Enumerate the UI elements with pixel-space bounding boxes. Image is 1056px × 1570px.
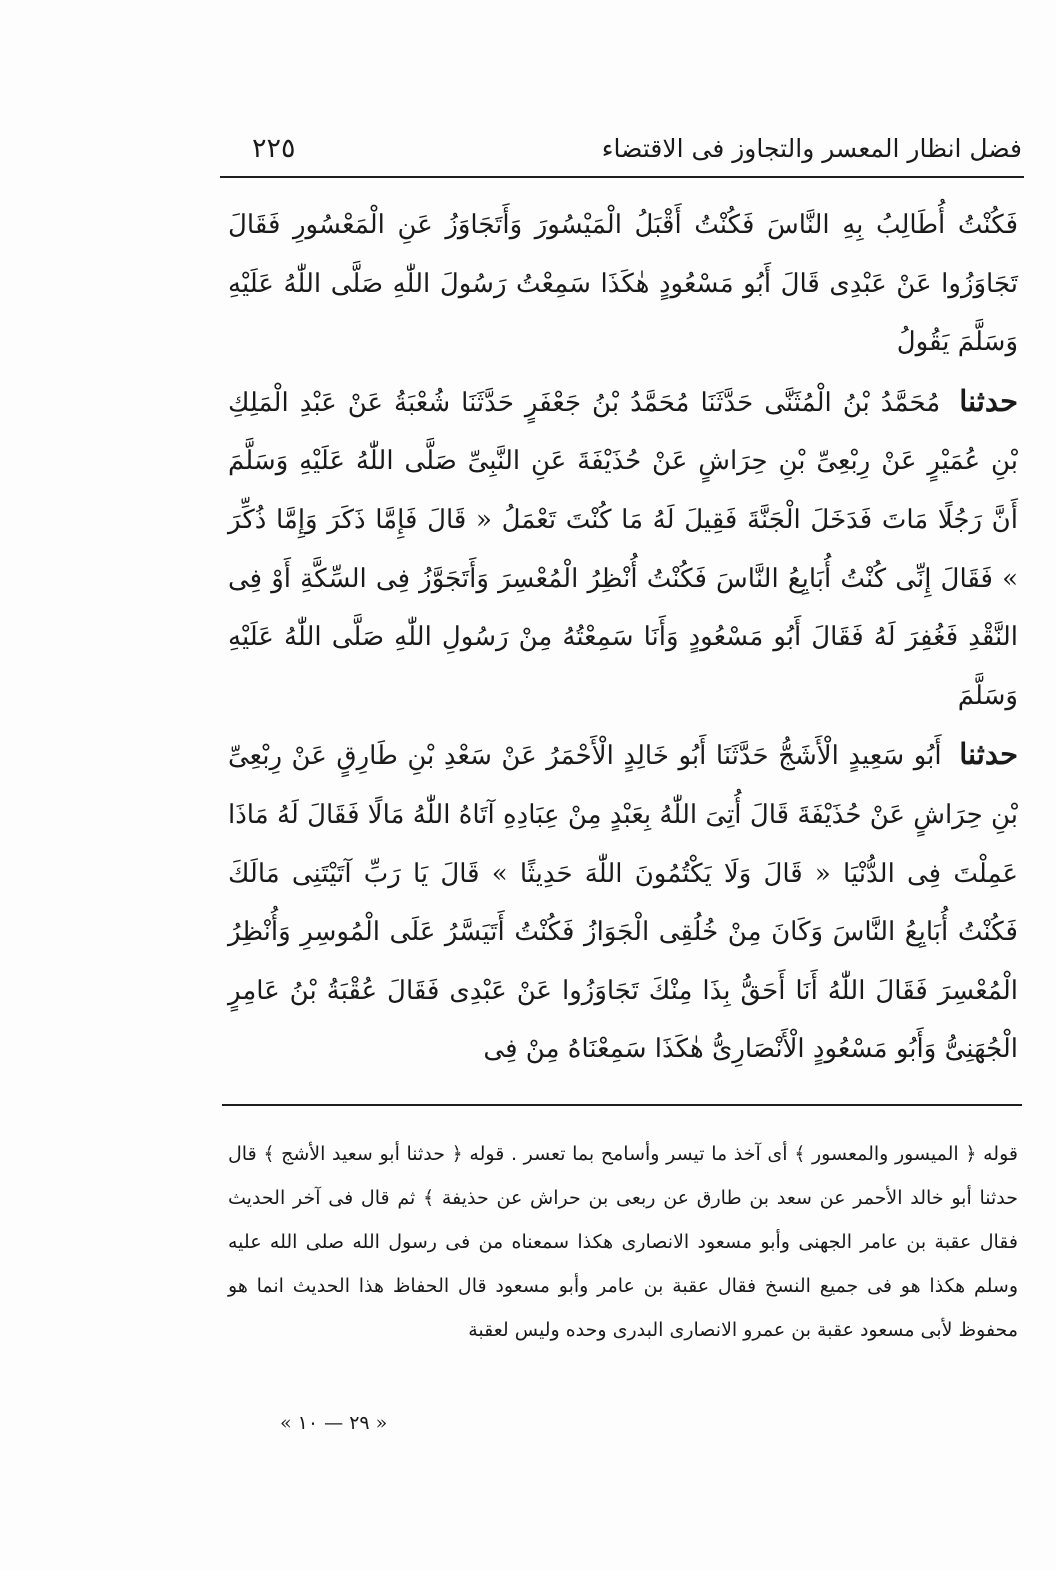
footnote-text: قوله ﴿ الميسور والمعسور ﴾ أى آخذ ما تيسر وأسامح بما تعسر . قوله ﴿ حدثنا أبو سعيد الأشج ﴾ قال حدثنا أبو خالد الأحمر عن سعد بن طارق عن ربعى بن حراش عن حذيفة ﴾ ثم قال فى آخر الحديث فقال عقبة بن عامر الجهنى وأبو مسعود الانصارى هكذا سمعناه من فى رسول الله صلى الله عليه وسلم هكذا هو فى جميع النسخ فقال عقبة بن عامر وأبو مسعود قال الحفاظ هذا الحديث انما هو محفوظ لأبى مسعود عقبة بن عمرو الانصارى البدرى وحده وليس لعقبة — [228, 1143, 1018, 1341]
footnote-rule — [222, 1104, 1022, 1106]
paragraph-text: أَبُو سَعِيدٍ الْأَشَجُّ حَدَّثَنَا أَبُو خَالِدٍ الْأَحْمَرُ عَنْ سَعْدِ بْنِ طَارِقٍ عَنْ رِبْعِىِّ بْنِ حِرَاشٍ عَنْ حُذَيْفَةَ قَالَ أُتِىَ اللّٰهُ بِعَبْدٍ مِنْ عِبَادِهِ آتَاهُ اللّٰهُ مَالًا فَقَالَ لَهُ مَاذَا عَمِلْتَ فِى الدُّنْيَا « قَالَ وَلَا يَكْتُمُونَ اللّٰهَ حَدِيثًا » قَالَ يَا رَبِّ آتَيْتَنِى مَالَكَ فَكُنْتُ أُبَايِعُ النَّاسَ وَكَانَ مِنْ خُلُقِى الْجَوَازُ فَكُنْتُ أَتَيَسَّرُ عَلَى الْمُوسِرِ وَأُنْظِرُ الْمُعْسِرَ فَقَالَ اللّٰهُ أَنَا أَحَقُّ بِذَا مِنْكَ تَجَاوَزُوا عَنْ عَبْدِى فَقَالَ عُقْبَةُ بْنُ عَامِرٍ الْجُهَنِىُّ وَأَبُو مَسْعُودٍ الْأَنْصَارِىُّ هٰكَذَا سَمِعْنَاهُ مِنْ فِى — [228, 741, 1019, 1065]
paragraph-lead: حدثنا — [959, 383, 1019, 418]
page-header — [222, 128, 1022, 170]
running-title: فضل انظار المعسر والتجاوز فى الاقتضاء — [601, 134, 1022, 163]
paragraph — [228, 196, 1018, 372]
page-number: ٢٢٥ — [252, 133, 296, 164]
main-text — [228, 196, 1018, 1079]
header-rule — [220, 176, 1024, 178]
paragraph-lead: حدثنا — [959, 737, 1019, 772]
paragraph — [228, 372, 1018, 726]
signature-mark: « ٢٩ — ١٠ » — [280, 1412, 388, 1434]
paragraph-text: مُحَمَّدُ بْنُ الْمُثَنَّى حَدَّثَنَا مُحَمَّدُ بْنُ جَعْفَرٍ حَدَّثَنَا شُعْبَةُ عَنْ عَبْدِ الْمَلِكِ بْنِ عُمَيْرٍ عَنْ رِبْعِىِّ بْنِ حِرَاشٍ عَنْ حُذَيْفَةَ عَنِ النَّبِىِّ صَلَّى اللّٰهُ عَلَيْهِ وَسَلَّمَ أَنَّ رَجُلًا مَاتَ فَدَخَلَ الْجَنَّةَ فَقِيلَ لَهُ مَا كُنْتَ تَعْمَلُ « قَالَ فَإِمَّا ذَكَرَ وَإِمَّا ذُكِّرَ » فَقَالَ إِنِّى كُنْتُ أُبَايِعُ النَّاسَ فَكُنْتُ أُنْظِرُ الْمُعْسِرَ وَأَتَجَوَّزُ فِى السِّكَّةِ أَوْ فِى النَّقْدِ فَغُفِرَ لَهُ فَقَالَ أَبُو مَسْعُودٍ وَأَنَا سَمِعْتُهُ مِنْ رَسُولِ اللّٰهِ صَلَّى اللّٰهُ عَلَيْهِ وَسَلَّمَ — [228, 387, 1018, 711]
paragraph-text: فَكُنْتُ أُطَالِبُ بِهِ النَّاسَ فَكُنْتُ أَقْبَلُ الْمَيْسُورَ وَأَتَجَاوَزُ عَنِ الْمَعْسُورِ فَقَالَ تَجَاوَزُوا عَنْ عَبْدِى قَالَ أَبُو مَسْعُودٍ هٰكَذَا سَمِعْتُ رَسُولَ اللّٰهِ صَلَّى اللّٰهُ عَلَيْهِ وَسَلَّمَ يَقُولُ — [228, 210, 1018, 358]
footnotes — [228, 1132, 1018, 1352]
paragraph — [228, 725, 1018, 1079]
